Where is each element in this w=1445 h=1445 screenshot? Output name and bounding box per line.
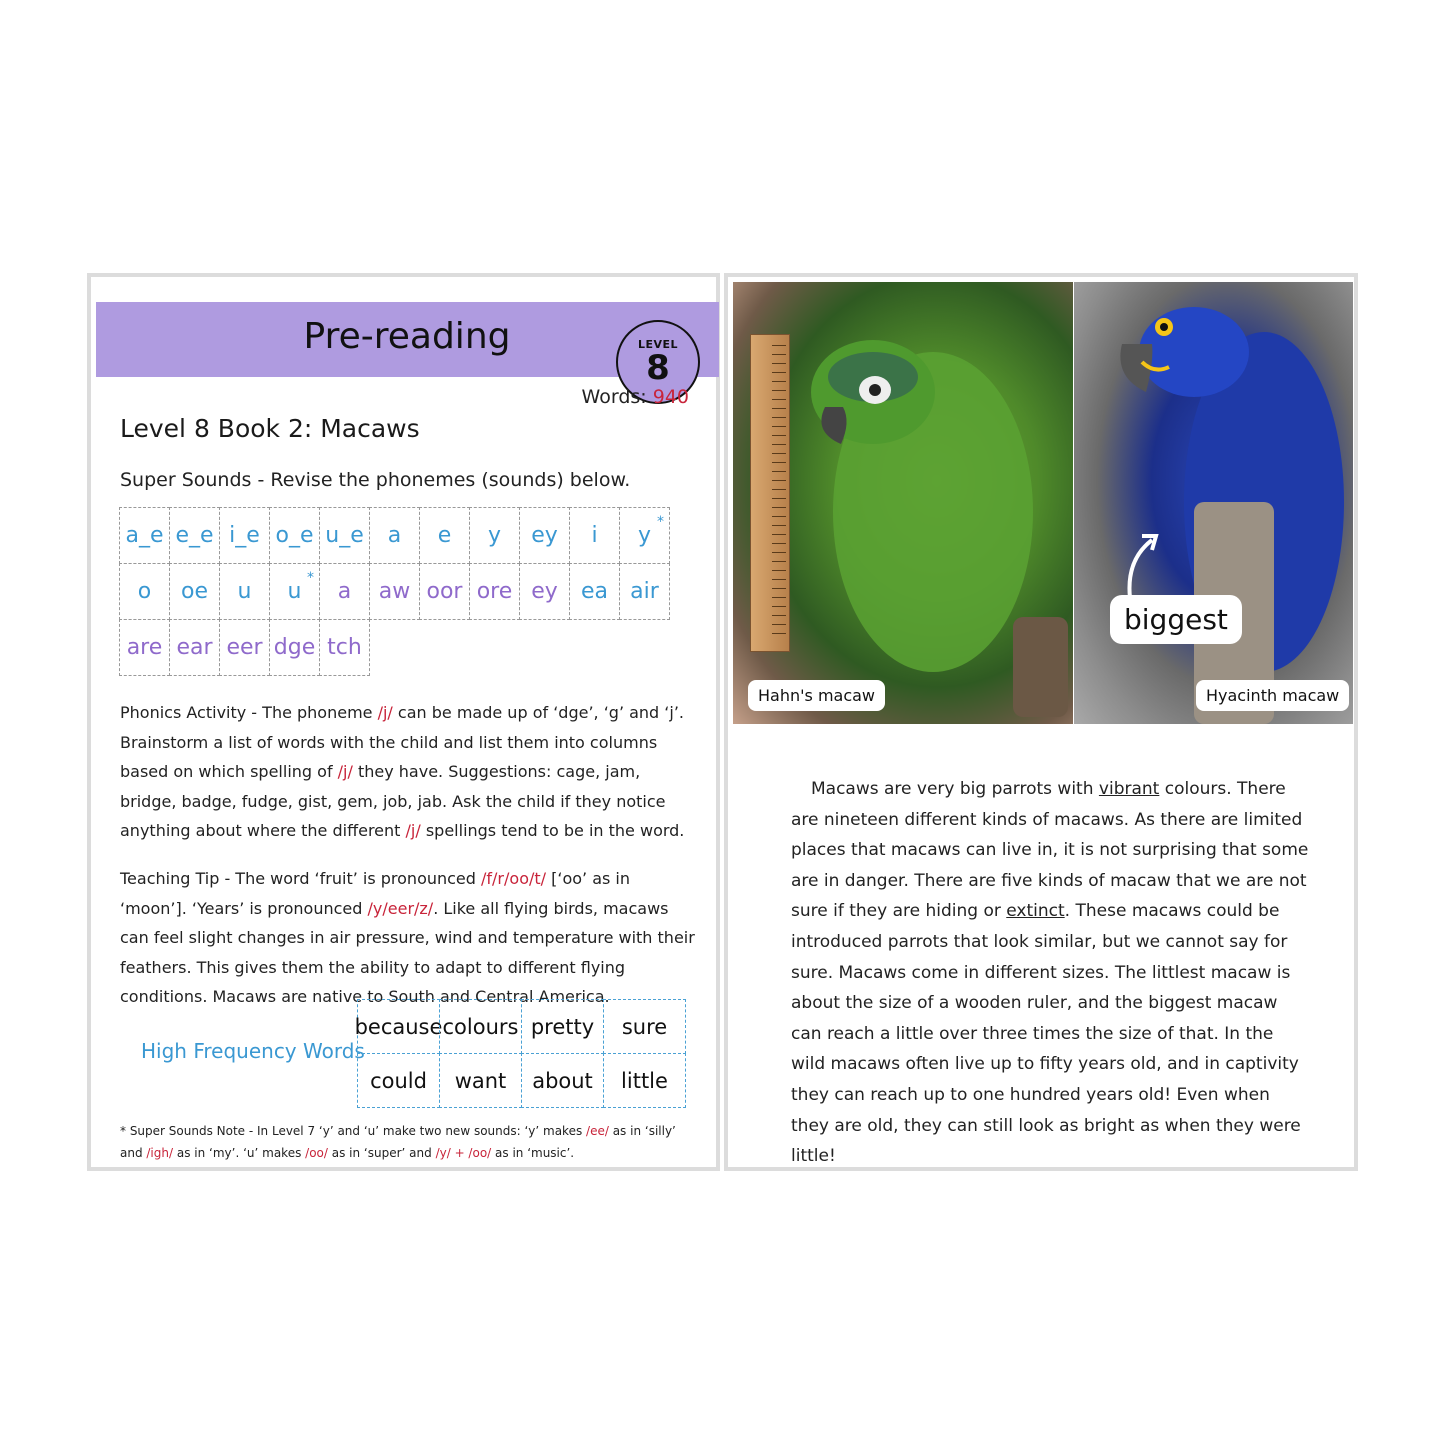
phoneme-cell: a_e [119,507,170,564]
vocab-vibrant: vibrant [1098,779,1160,799]
years-phonemes: /y/eer/z/ [367,898,434,918]
footnote-phoneme: /igh/ [146,1146,174,1160]
right-page [724,273,1358,1171]
fruit-phonemes: /f/r/oo/t/ [481,869,547,888]
word-count [582,386,689,408]
phoneme-cell: eer [219,619,270,676]
tip-text: [‘oo’ as in ‘moon’]. ‘Years’ is pronounced [120,869,631,918]
phoneme-j: /j/ [337,762,353,781]
phoneme-grid [120,508,670,676]
vocab-extinct: extinct [1006,901,1065,922]
high-frequency-words-grid [354,1000,686,1108]
body-text: . These macaws could be introduced parrots that look similar, but we cannot say for sure. Macaws come in different sizes. The littlest macaw is about the size of a wooden ruler, and the biggest macaw can reach a little over three times the size of that. In the wild macaws often live up to fifty years old, and in captivity they can reach up to one hundred years old! Even when they are old, they can still look as bright as when they were little! [791,901,1301,1167]
phoneme-cell: oor [419,563,470,620]
phoneme-cell: u_e [319,507,370,564]
phoneme-cell: ore [469,563,520,620]
phoneme-text: u [287,579,302,604]
phoneme-row-2 [120,564,670,620]
hfw-cell: want [439,1053,522,1108]
phoneme-text: y [637,523,652,548]
words-label: Words: [581,386,647,408]
hahns-macaw-photo [733,282,1073,724]
hyacinth-macaw-label: Hyacinth macaw [1196,680,1349,711]
footnote-text: as in ‘super’ and [327,1146,436,1160]
left-page [87,273,720,1171]
words-count: 940 [652,386,689,408]
phoneme-cell: ey [519,563,570,620]
phonics-activity [120,698,695,846]
star-mark: * [307,570,314,586]
level-badge-number: 8 [646,348,670,388]
hfw-cell: because [357,999,440,1054]
phoneme-j: /j/ [405,821,421,840]
book-title: Level 8 Book 2: Macaws [120,414,420,443]
hyacinth-macaw-photo [1074,282,1353,724]
tip-text: Teaching Tip - The word ‘fruit’ is pronounced [120,869,482,888]
super-sounds-footnote [120,1120,700,1164]
phonics-text: spellings tend to be in the word. [420,821,685,840]
footnote-text: as in ‘music’. [491,1146,575,1160]
phoneme-cell: dge [269,619,320,676]
phoneme-cell: o [119,563,170,620]
phoneme-row-3 [120,620,670,676]
phoneme-cell: y [469,507,520,564]
phoneme-row-1 [120,508,670,564]
phoneme-cell: air [619,563,670,620]
hfw-row-1 [354,1000,686,1054]
pre-reading-banner [96,302,719,388]
phoneme-cell: ear [169,619,220,676]
phoneme-cell: i_e [219,507,270,564]
hfw-cell: sure [603,999,686,1054]
phoneme-cell: aw [369,563,420,620]
phoneme-j: /j/ [377,703,393,722]
teaching-tip [120,864,695,1012]
phoneme-cell-y-star [619,507,670,564]
footnote-text: * Super Sounds Note - In Level 7 ‘y’ and ‘u’ make two new sounds: ‘y’ makes [120,1124,587,1138]
phoneme-cell: ea [569,563,620,620]
perch-branch [1013,617,1068,717]
phoneme-cell: o_e [269,507,320,564]
phoneme-cell: u [219,563,270,620]
tip-text: . Like all flying birds, macaws can feel slight changes in air pressure, wind and temperature with their feathers. This gives them the ability to adapt to different flying conditions. Macaws are native to South and Central America. [120,898,695,1006]
footnote-phoneme: /oo/ [305,1146,328,1160]
hfw-cell: little [603,1053,686,1108]
hfw-cell: could [357,1053,440,1108]
body-text: Macaws are very big parrots with [811,779,1099,799]
star-mark: * [657,514,664,530]
hfw-cell: about [521,1053,604,1108]
phonics-text: can be made up of ‘dge’, ‘g’ and ‘j’. Brainstorm a list of words with the child and list them into columns based on which spelling of [120,703,684,781]
hfw-cell: colours [439,999,522,1054]
level-badge-label: LEVEL [637,338,679,351]
phoneme-cell: oe [169,563,220,620]
footnote-text: as in ‘my’. ‘u’ makes [173,1146,306,1160]
phoneme-cell: ey [519,507,570,564]
macaws-body-text [791,774,1311,1172]
phoneme-cell: are [119,619,170,676]
hfw-cell: pretty [521,999,604,1054]
phoneme-cell: e [419,507,470,564]
high-frequency-words-label: High Frequency Words [141,1039,365,1063]
phoneme-cell: i [569,507,620,564]
phoneme-cell: a [319,563,370,620]
phoneme-cell: tch [319,619,370,676]
phonics-text: Phonics Activity - The phoneme [120,703,378,722]
body-text: colours. There are nineteen different kinds of macaws. As there are limited places that macaws can live in, it is not surprising that some are in danger. There are five kinds of macaw that we are not sure if they are hiding or [791,779,1309,922]
banner-title: Pre-reading [303,316,511,357]
phoneme-cell-u-star [269,563,320,620]
phonics-text: they have. Suggestions: cage, jam, bridge, badge, fudge, gist, gem, job, jab. Ask the child if they notice anything about where the different [120,762,666,840]
footnote-text: as in ‘silly’ and [120,1124,676,1160]
super-sounds-heading: Super Sounds - Revise the phonemes (sounds) below. [120,469,631,491]
up-arrow-icon [1122,530,1162,600]
footnote-phoneme: /y/ + /oo/ [435,1146,492,1160]
biggest-label: biggest [1110,595,1242,644]
footnote-phoneme: /ee/ [586,1124,609,1138]
hfw-row-2 [358,1054,686,1108]
phoneme-cell: e_e [169,507,220,564]
phoneme-cell: a [369,507,420,564]
hahns-macaw-label: Hahn's macaw [748,680,885,711]
